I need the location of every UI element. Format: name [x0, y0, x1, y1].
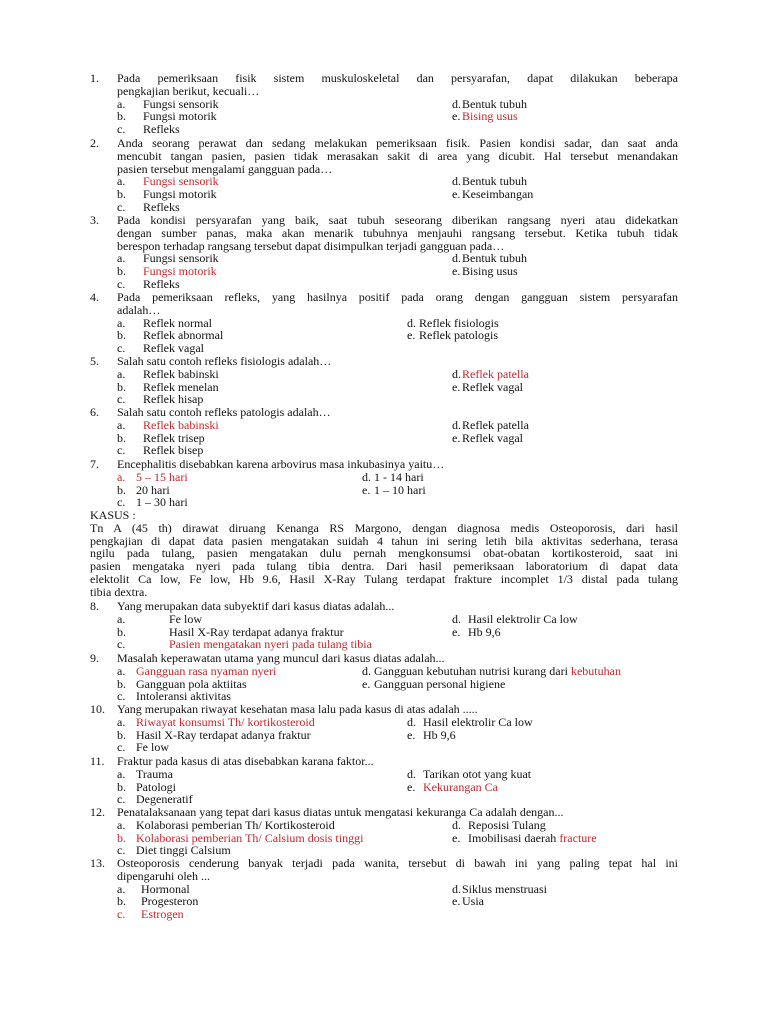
option-text: Fungsi motorik	[143, 264, 217, 279]
option-e	[452, 624, 501, 639]
option-text: Siklus menstruasi	[462, 881, 548, 896]
option-text: Trauma	[136, 766, 173, 781]
question-stem-line: Yang merupakan riwayat kesehatan masa lalu pada kasus di atas adalah .....	[117, 702, 478, 716]
question-stem-line: Anda seorang perawat dan sedang melakukan pemeriksaan fisik. Pasien kondisi sadar, dan saat anda	[117, 136, 678, 150]
option-text: Fungsi sensorik	[143, 96, 219, 111]
option-text: 20 hari	[136, 482, 170, 497]
option-e	[452, 187, 534, 202]
option-text: Refleks	[143, 277, 180, 291]
option-letter: d.	[407, 315, 416, 330]
option-text: Reflek fisiologis	[419, 315, 499, 330]
option-text: Gangguan pola aktiitas	[136, 676, 247, 691]
option-e	[407, 727, 456, 742]
option-text: Hb 9,6	[423, 727, 456, 742]
option-text: Reflek normal	[143, 315, 212, 330]
option-letter: d.	[452, 96, 461, 111]
option-letter: a.	[117, 881, 126, 896]
option-e	[407, 779, 498, 794]
option-e	[452, 430, 523, 445]
question-stem-line: pengkajian berikut, kecuali…	[117, 83, 260, 98]
question-number: 9.	[90, 651, 99, 665]
option-letter: e.	[407, 779, 416, 794]
option-letter: e.	[452, 894, 461, 909]
option-text: Usia	[462, 894, 484, 909]
option-e	[452, 894, 484, 909]
option-letter: b.	[117, 430, 126, 445]
option-letter: e.	[362, 482, 371, 497]
option-letter: a.	[117, 469, 126, 484]
option-letter: d.	[407, 766, 416, 781]
option-letter: b.	[117, 264, 126, 279]
option-text: Reflek trisep	[143, 430, 205, 445]
question-stem-line: Salah satu contoh refleks patologis adalah…	[117, 405, 331, 419]
option-text: Kolaborasi pemberian Th/ Kortikosteroid	[136, 817, 335, 832]
option-letter: d.	[452, 881, 461, 896]
option-text-highlight: fracture	[559, 830, 597, 845]
case-text-line: elektolit Ca low, Fe low, Hb 9.6, Hasil X-Ray Tulang terdapat frakture incomplet 1/3 distal pada tulang	[90, 572, 678, 586]
option-text: Pasien mengatakan nyeri pada tulang tibia	[169, 637, 372, 652]
question-stem-line: adalah…	[117, 302, 161, 317]
question-stem-line: Masalah keperawatan utama yang muncul dari kasus diatas adalah...	[117, 651, 445, 665]
option-text: Reflek hisap	[143, 392, 204, 407]
option-letter: c.	[117, 341, 126, 356]
question-number: 10.	[90, 702, 105, 716]
case-heading: KASUS :	[90, 508, 136, 522]
option-letter: b.	[117, 624, 126, 639]
option-text: Reflek patella	[462, 366, 529, 381]
option-text: Patologi	[136, 779, 177, 794]
option-text: Gangguan personal higiene	[374, 676, 506, 691]
option-text: Hasil X-Ray terdapat adanya fraktur	[169, 624, 344, 639]
option-text: Gangguan rasa nyaman nyeri	[136, 663, 277, 678]
option-letter: e.	[452, 187, 461, 202]
option-text: Tarikan otot yang kuat	[423, 766, 532, 781]
option-text: Imobilisasi daerah fracture	[468, 830, 597, 845]
option-letter: d.	[452, 174, 461, 189]
option-letter: e.	[452, 830, 461, 845]
option-letter: d.	[407, 714, 416, 729]
option-text: Refleks	[143, 122, 180, 137]
option-letter: b.	[117, 779, 126, 794]
option-text: Fe low	[136, 740, 169, 755]
option-text: Diet tinggi Calsium	[136, 843, 231, 858]
question-number: 11.	[90, 754, 105, 768]
option-letter: a.	[117, 817, 126, 832]
option-text: Fungsi sensorik	[143, 174, 219, 189]
option-text: Reflek babinski	[143, 417, 219, 432]
case-text-line: Tn A (45 th) dirawat diruang Kenanga RS Margono, dengan diagnosa medis Osteoporosis, dari hasil	[90, 520, 678, 535]
option-c	[117, 907, 184, 922]
question-stem-line: Salah satu contoh refleks fisiologis adalah…	[117, 354, 332, 368]
option-text: Refleks	[143, 200, 180, 214]
question-number: 5.	[90, 354, 99, 368]
option-e	[452, 109, 518, 124]
option-letter: c.	[117, 689, 126, 704]
option-text: Bising usus	[462, 264, 518, 279]
question-stem-line: Fraktur pada kasus di atas disebabkan karana faktor...	[117, 754, 374, 768]
option-letter: c.	[117, 122, 126, 137]
option-text: Kekurangan Ca	[423, 779, 498, 794]
option-letter: a.	[117, 174, 126, 189]
option-letter: d.	[452, 366, 461, 381]
option-e	[362, 482, 426, 497]
option-letter: d.	[452, 611, 461, 626]
option-text: Reflek vagal	[462, 430, 523, 445]
option-text: Reflek vagal	[143, 341, 204, 356]
option-text-highlight: kebutuhan	[570, 663, 621, 678]
option-c	[117, 122, 180, 137]
option-letter: d.	[452, 817, 461, 832]
option-c	[117, 443, 204, 458]
option-text: Bentuk tubuh	[462, 96, 527, 111]
option-text: Reflek vagal	[462, 379, 523, 394]
option-letter: b.	[117, 830, 126, 845]
option-text: 1 – 30 hari	[136, 495, 188, 510]
option-letter: a.	[117, 96, 126, 111]
option-text: Fungsi motorik	[143, 109, 217, 124]
option-text: Estrogen	[141, 907, 184, 922]
option-letter: d.	[452, 251, 461, 266]
option-letter: a.	[117, 714, 126, 729]
option-text: Bising usus	[462, 109, 518, 124]
question-number: 12.	[90, 805, 105, 819]
option-letter: c.	[117, 792, 126, 807]
option-text: 5 – 15 hari	[136, 469, 188, 484]
option-letter: a.	[117, 417, 126, 432]
option-letter: a.	[117, 663, 126, 678]
case-text-line: ngilu pada tulang, pasien mengatakan dulu pernah mengkonsumsi obat-obatan kortikosteroid, saat ini	[90, 546, 678, 561]
option-e	[452, 379, 523, 394]
question-stem-line: Osteoporosis cenderung banyak terjadi pada wanita, tersebut di bawah ini yang paling tepat hal ini	[117, 856, 678, 870]
option-letter: c.	[117, 392, 126, 407]
option-text: Hasil X-Ray terdapat adanya fraktur	[136, 727, 311, 742]
option-letter: e.	[452, 624, 461, 639]
option-text: Reflek abnormal	[143, 328, 224, 343]
option-letter: e.	[452, 430, 461, 445]
option-text: Hb 9,6	[468, 624, 501, 639]
option-e	[452, 264, 518, 279]
option-text: Reflek menelan	[143, 379, 219, 394]
option-letter: b.	[117, 727, 126, 742]
option-e	[407, 328, 498, 343]
case-text-line: tibia dextra.	[90, 584, 148, 599]
option-letter: c.	[117, 200, 126, 214]
case-text-line: pasien mengataka nyeri pada tulang tibia dentra. Dari hasil pemeriksaan laboratorium di dapat data	[90, 559, 678, 574]
option-letter: a.	[117, 366, 126, 381]
option-text: Reflek babinski	[143, 366, 219, 381]
option-text: Riwayat konsumsi Th/ kortikosteroid	[136, 714, 315, 729]
option-letter: d.	[452, 417, 461, 432]
case-text-line: pengkajian di dapat data pasien mengatakan suidah 4 tahun ini sering letih bila aktivitas sederhana, terasa	[90, 533, 678, 548]
option-text: 1 – 10 hari	[374, 482, 426, 497]
option-e	[452, 830, 597, 845]
option-letter: b.	[117, 676, 126, 691]
option-letter: b.	[117, 187, 126, 202]
option-text: Reflek patologis	[419, 328, 498, 343]
option-letter: e.	[407, 727, 416, 742]
option-letter: a.	[117, 315, 126, 330]
option-letter: b.	[117, 328, 126, 343]
option-letter: d.	[362, 469, 371, 484]
option-text: Progesteron	[141, 894, 199, 909]
option-letter: a.	[117, 251, 126, 266]
option-letter: c.	[117, 740, 126, 755]
option-letter: c.	[117, 843, 126, 858]
option-letter: c.	[117, 443, 126, 458]
option-letter: c.	[117, 277, 126, 291]
question-number: 7.	[90, 457, 99, 471]
option-letter: b.	[117, 894, 126, 909]
question-stem-line: berespon terhadap rangsang tersebut dapat disimpulkan terjadi gangguan pada…	[117, 238, 505, 253]
option-letter: c.	[117, 495, 126, 510]
option-c	[117, 740, 169, 755]
option-letter: b.	[117, 482, 126, 497]
option-text: Fungsi motorik	[143, 187, 217, 202]
option-text: Gangguan kebutuhan nutrisi kurang dari kebutuhan	[374, 663, 621, 678]
option-text: 1 - 14 hari	[374, 469, 424, 484]
question-stem-line: Pada pemeriksaan refleks, yang hasilnya positif pada orang dengan gangguan sistem persyarafan	[117, 290, 678, 304]
option-letter: a.	[117, 611, 126, 626]
question-stem-line: Pada pemeriksaan fisik sistem muskuloskeletal dan persyarafan, dapat dilakukan beberapa	[117, 71, 678, 85]
question-number: 4.	[90, 290, 99, 304]
option-letter: e.	[407, 328, 416, 343]
option-letter: b.	[117, 379, 126, 394]
option-c	[117, 637, 372, 652]
option-letter: b.	[117, 109, 126, 124]
option-text: Bentuk tubuh	[462, 174, 527, 189]
question-stem-line: Encephalitis disebabkan karena arbovirus masa inkubasinya yaitu…	[117, 457, 445, 471]
option-text: Bentuk tubuh	[462, 251, 527, 266]
option-text: Reposisi Tulang	[468, 817, 546, 832]
option-letter: c.	[117, 907, 126, 922]
question-stem-line: Penatalaksanaan yang tepat dari kasus diatas untuk mengatasi kekuranga Ca adalah dengan...	[117, 805, 564, 819]
question-number: 8.	[90, 599, 99, 613]
option-text: Keseimbangan	[462, 187, 534, 202]
option-letter: c.	[117, 637, 126, 652]
option-text: Hormonal	[141, 881, 190, 896]
option-letter: e.	[452, 379, 461, 394]
question-number: 2.	[90, 136, 99, 150]
option-text: Degeneratif	[136, 792, 193, 807]
option-text: Fe low	[169, 611, 202, 626]
question-stem-line: Yang merupakan data subyektif dari kasus diatas adalah...	[117, 599, 395, 613]
option-letter: e.	[452, 264, 461, 279]
option-e	[362, 676, 506, 691]
option-text: Fungsi sensorik	[143, 251, 219, 266]
option-text: Intoleransi aktivitas	[136, 689, 231, 704]
question-number: 1.	[90, 71, 99, 85]
option-letter: e.	[452, 109, 461, 124]
question-stem-line: Pada kondisi persyarafan yang baik, saat tubuh seseorang diberikan rangsang nyeri atau didekatkan	[117, 213, 678, 227]
option-letter: a.	[117, 766, 126, 781]
option-letter: e.	[362, 676, 371, 691]
option-letter: d.	[362, 663, 371, 678]
question-stem-line: mencubit tangan pasien, pasien tidak merasakan sakit di area yang dicubit. Hal tersebut menandakan	[117, 148, 678, 163]
option-text: Hasil elektrolir Ca low	[468, 611, 578, 626]
option-text: Hasil elektrolir Ca low	[423, 714, 533, 729]
option-text: Kolaborasi pemberian Th/ Calsium dosis tinggi	[136, 830, 364, 845]
question-stem-line: dengan sumber panas, maka akan menarik tubuhnya menjauhi rangsang tersebut. Ketika tubuh tidak	[117, 225, 678, 240]
option-text: Reflek bisep	[143, 443, 204, 458]
question-number: 6.	[90, 405, 99, 419]
question-stem-line: dipengaruhi oleh ...	[117, 868, 210, 883]
question-stem-line: pasien tersebut mengalami gangguan pada…	[117, 161, 333, 176]
option-text: Reflek patella	[462, 417, 529, 432]
question-number: 3.	[90, 213, 99, 227]
question-number: 13.	[90, 856, 105, 870]
